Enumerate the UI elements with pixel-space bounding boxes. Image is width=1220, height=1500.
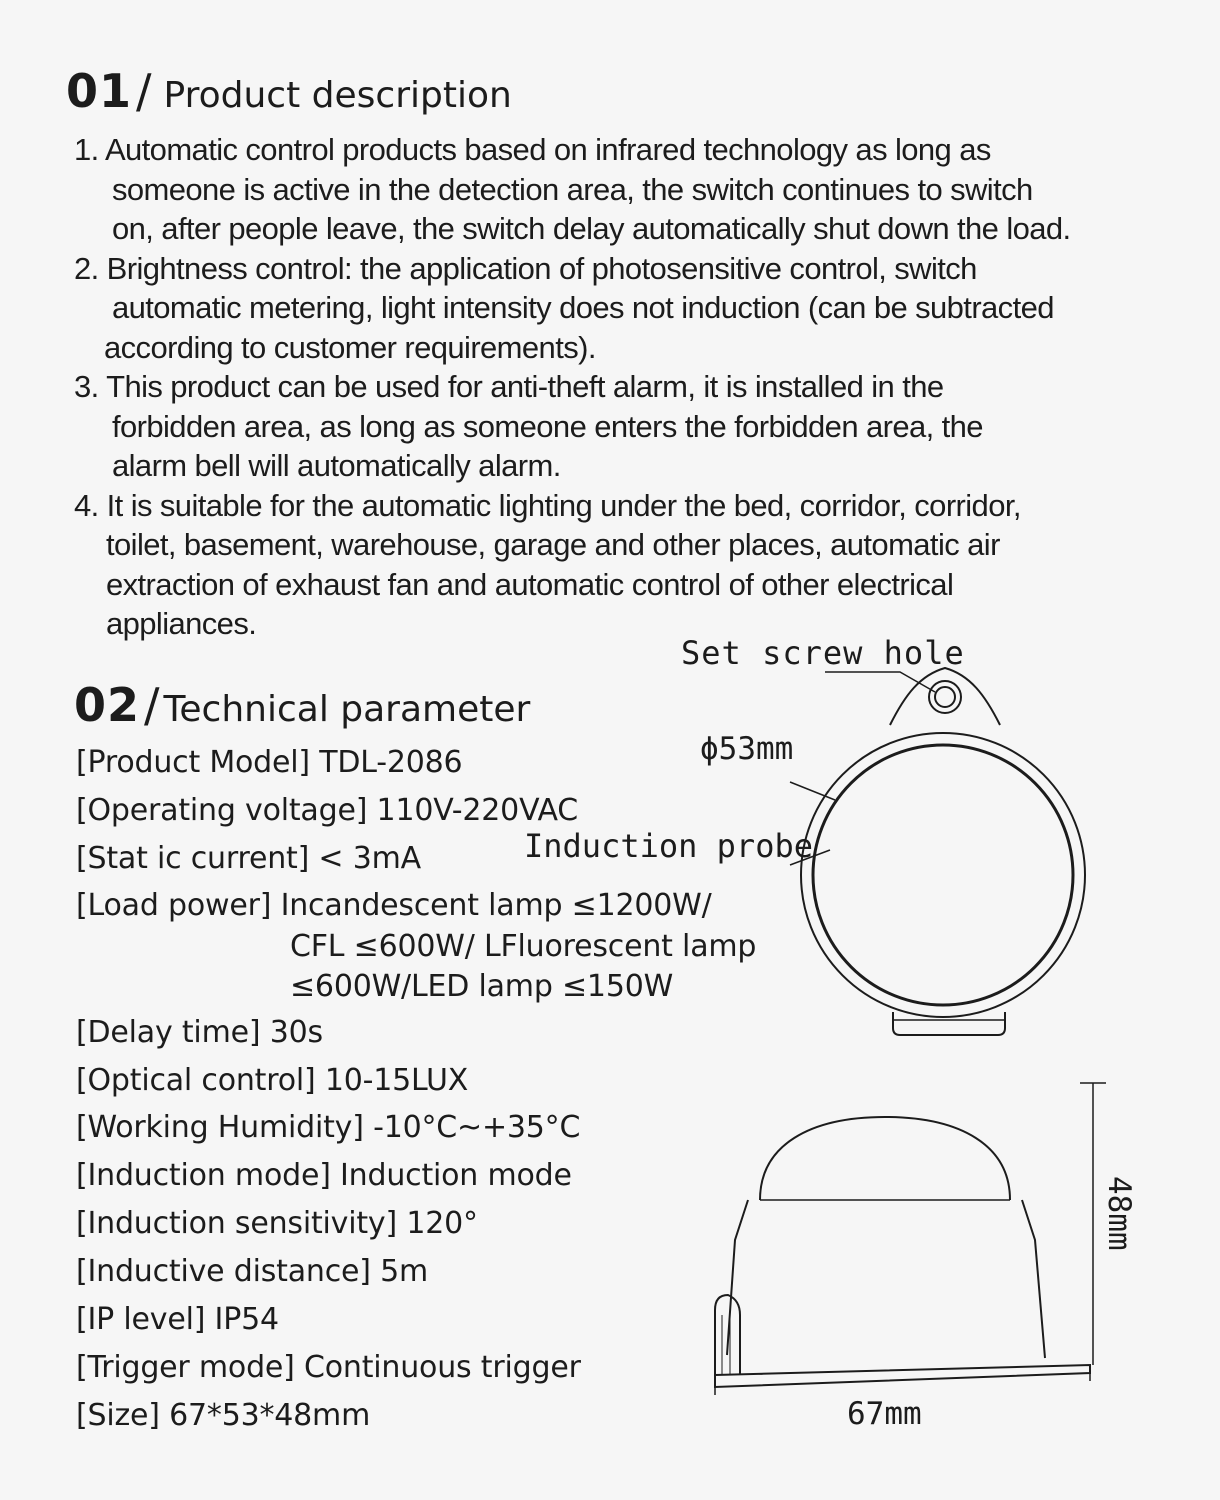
param-delay-time: [Delay time] 30s [76, 1015, 323, 1050]
param-induction-sensitivity: [Induction sensitivity] 120° [76, 1206, 478, 1241]
set-screw-hole-label: Set screw hole [681, 634, 965, 672]
section-2-heading [74, 678, 530, 732]
param-induction-mode: [Induction mode] Induction mode [76, 1158, 572, 1193]
side-view-diagram [700, 1075, 1120, 1405]
width-label: 67mm [847, 1396, 922, 1432]
param-working-humidity: [Working Humidity] -10°C~+35°C [76, 1110, 581, 1145]
induction-probe-label: Induction probe [524, 827, 813, 865]
top-view-diagram [780, 640, 1110, 1060]
description-item-4: 4. It is suitable for the automatic lighting under the bed, corridor, corridor, toilet, basement, warehouse, garage and other places, automatic air extraction of exhaust fan and automatic control of other electrical appliances. [74, 487, 1021, 641]
section-1-number: 01 [66, 64, 133, 118]
param-operating-voltage: [Operating voltage] 110V-220VAC [76, 793, 579, 828]
param-load-power-led: ≤600W/LED lamp ≤150W [290, 969, 674, 1004]
description-item-2: 2. Brightness control: the application of photosensitive control, switch automatic metering, light intensity does not induction (can be subtracted according to customer requirements). [74, 250, 1054, 365]
param-load-power: [Load power] Incandescent lamp ≤1200W/ [76, 888, 712, 923]
description-item-1: 1. Automatic control products based on infrared technology as long as someone is active in the detection area, the switch continues to switch on, after people leave, the switch delay automatically shut down the load. [74, 132, 1071, 246]
param-ip-level: [IP level] IP54 [76, 1302, 279, 1337]
section-2-slash: / [144, 678, 160, 732]
section-1-heading [66, 64, 512, 118]
param-size: [Size] 67*53*48mm [76, 1398, 371, 1433]
section-2-number: 02 [74, 678, 141, 732]
diameter-label: ϕ53mm [700, 731, 794, 767]
description-item-3: 3. This product can be used for anti-theft alarm, it is installed in the forbidden area, as long as someone enters the forbidden area, the alarm bell will automatically alarm. [74, 369, 983, 483]
param-load-power-cfl: CFL ≤600W/ LFluorescent lamp [290, 929, 757, 964]
section-1-title: Product description [163, 75, 512, 116]
product-description-list [74, 130, 1184, 644]
param-static-current: [Stat ic current] < 3mA [76, 841, 421, 876]
section-1-slash: / [136, 64, 152, 118]
param-trigger-mode: [Trigger mode] Continuous trigger [76, 1350, 581, 1385]
param-product-model: [Product Model] TDL-2086 [76, 745, 463, 780]
param-optical-control: [Optical control] 10-15LUX [76, 1063, 469, 1098]
param-inductive-distance: [Inductive distance] 5m [76, 1254, 429, 1289]
height-label: 48mm [1101, 1176, 1137, 1251]
section-2-title: Technical parameter [163, 689, 531, 730]
